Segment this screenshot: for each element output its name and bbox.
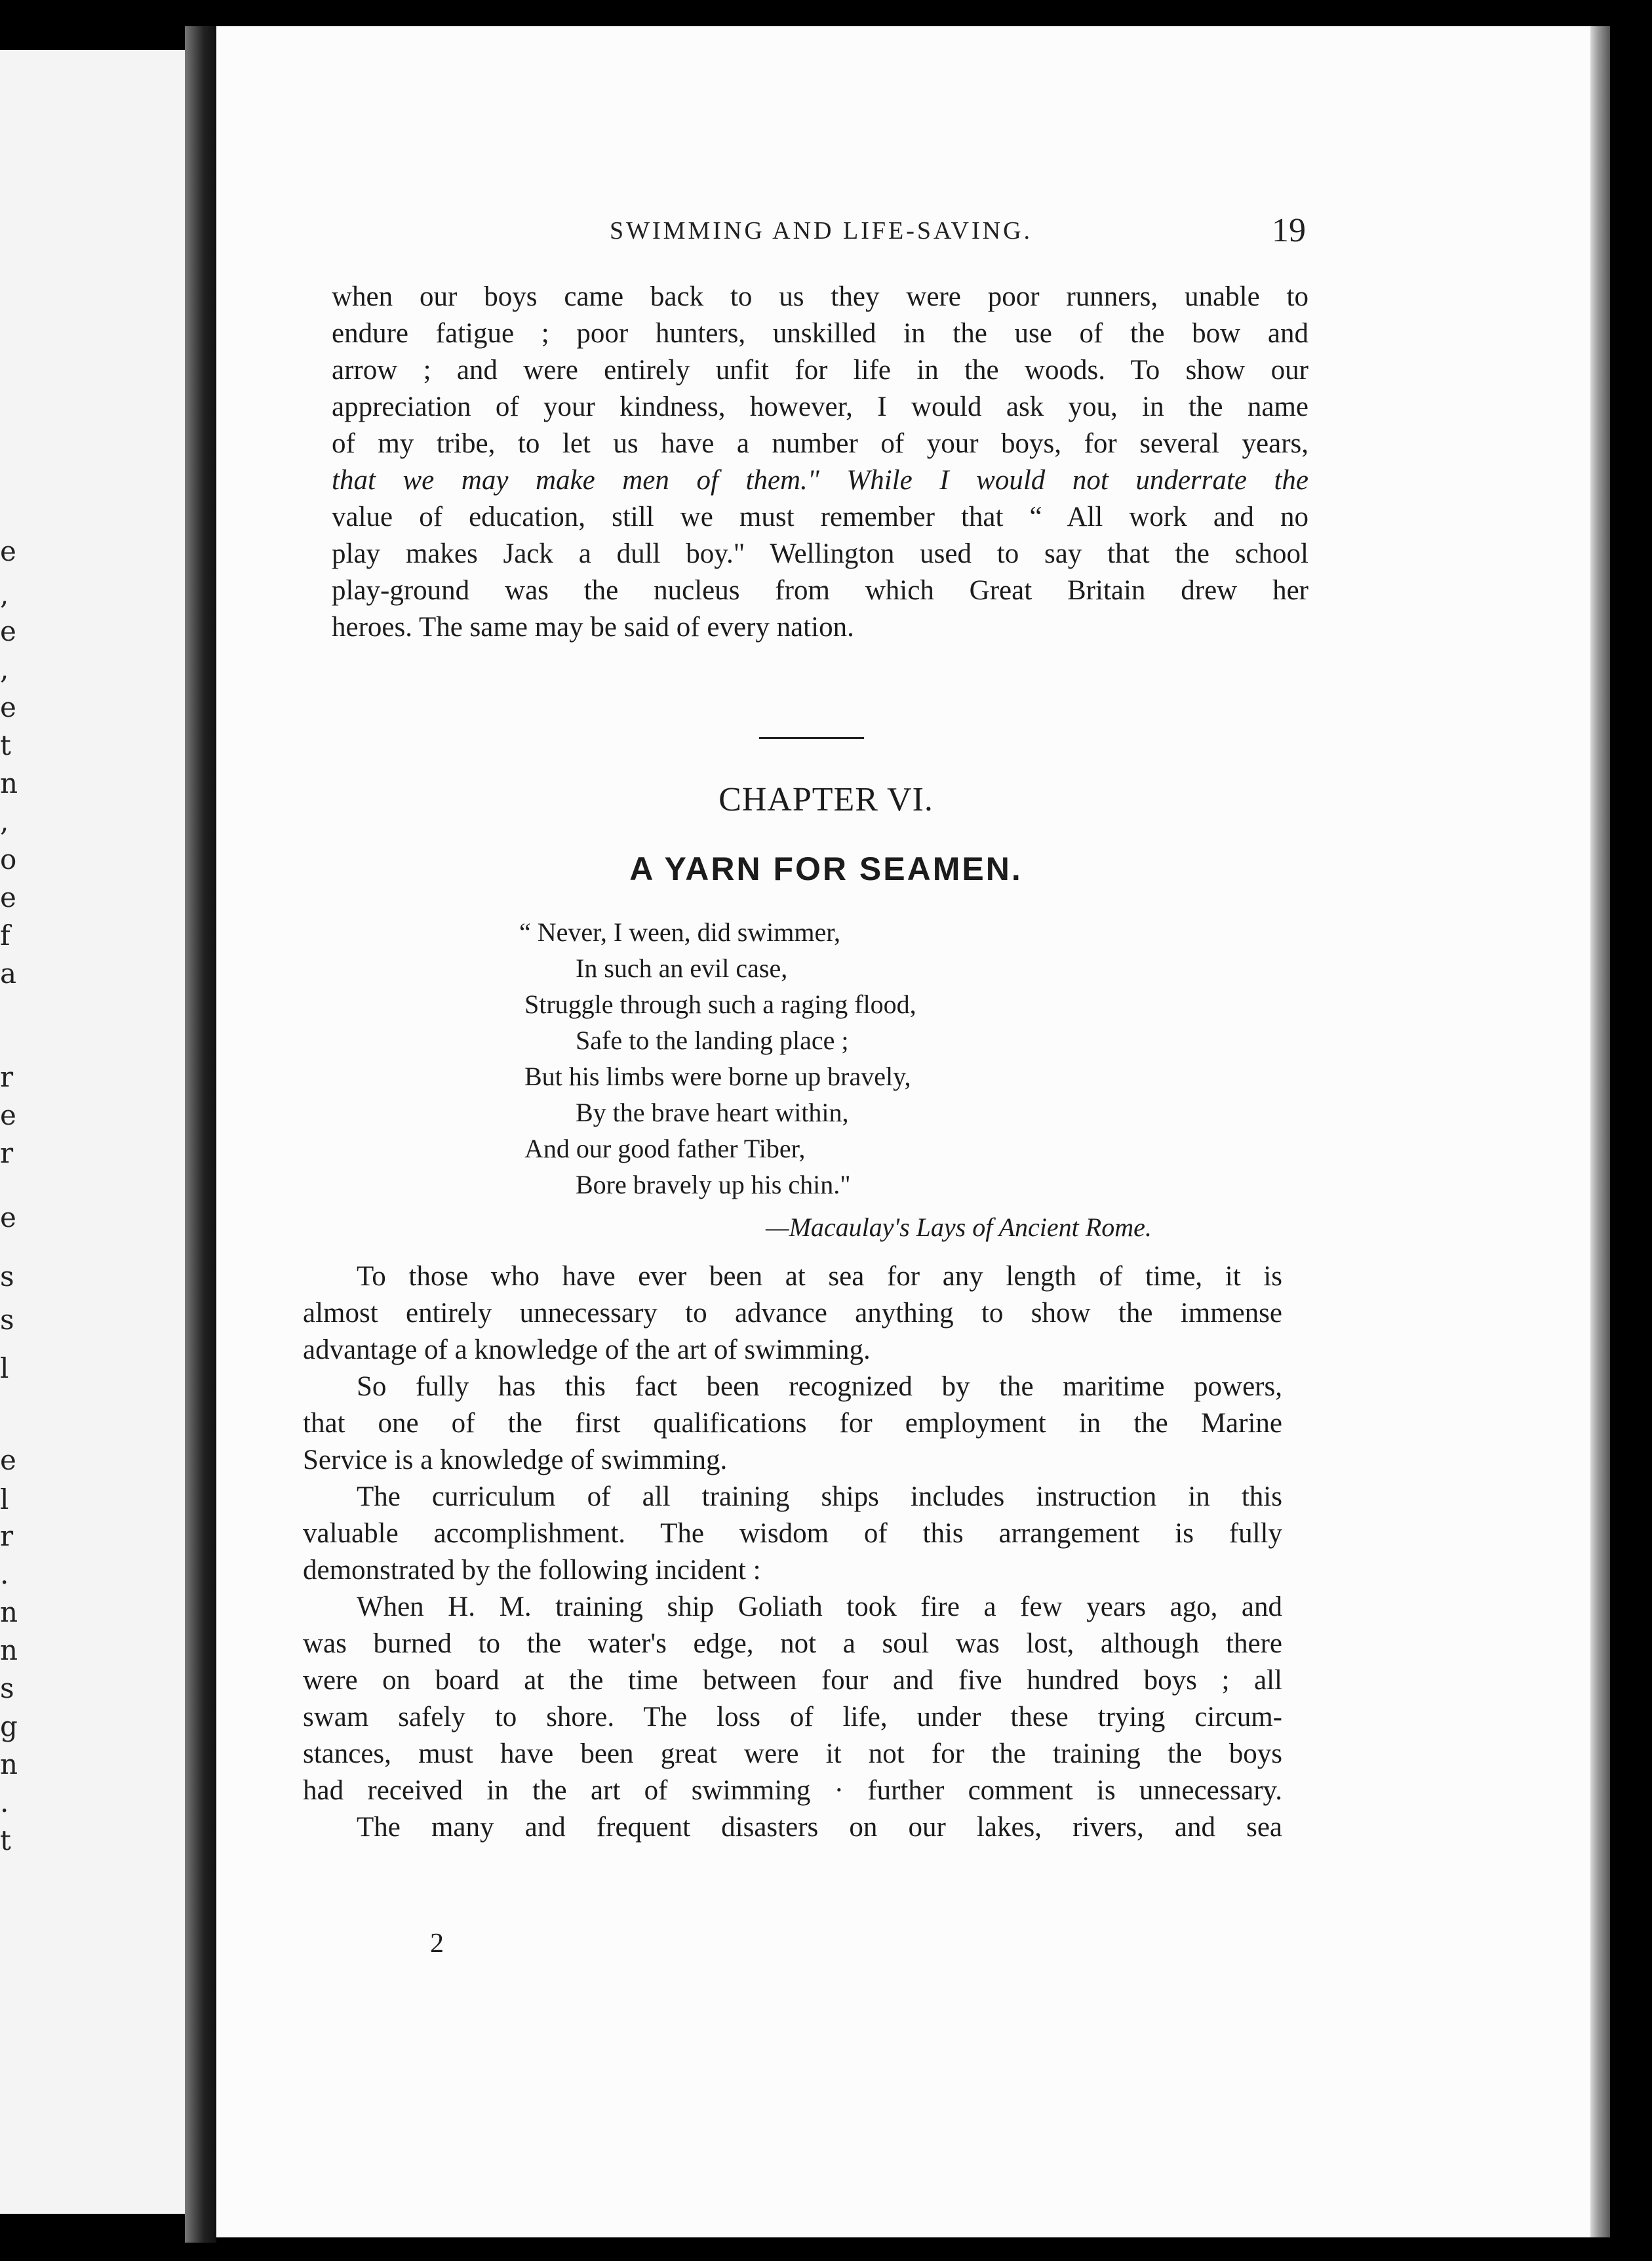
margin-letter: t [0, 729, 11, 761]
margin-letter: a [0, 957, 17, 990]
text-line: that we may make men of them." While I would not underrate the [332, 465, 1308, 496]
margin-letter: . [0, 1558, 9, 1590]
text-line: was burned to the water's edge, not a soul was lost, although there [303, 1628, 1282, 1659]
text-line: stances, must have been great were it not for the training the boys [303, 1738, 1282, 1769]
margin-letter: e [0, 1099, 16, 1131]
margin-letter: r [0, 1520, 14, 1552]
margin-letter: n [0, 767, 18, 799]
poem-line: In such an evil case, [576, 953, 788, 983]
text-line: play makes Jack a dull boy." Wellington used to say that the school [332, 538, 1308, 569]
epigraph-poem [519, 917, 916, 1205]
margin-letter: n [0, 1634, 18, 1666]
text-line: So fully has this fact been recognized by the maritime powers, [357, 1371, 1282, 1402]
chapter-number: CHAPTER VI. [718, 781, 934, 818]
running-header: SWIMMING AND LIFE-SAVING. [610, 217, 1033, 245]
margin-letter: n [0, 1748, 18, 1780]
margin-letter: . [0, 1786, 9, 1818]
text-line: of my tribe, to let us have a number of your boys, for several years, [332, 428, 1308, 459]
margin-letter: e [0, 881, 16, 913]
poem-line: Bore bravely up his chin." [576, 1170, 851, 1199]
text-line: appreciation of your kindness, however, I would ask you, in the name [332, 391, 1308, 422]
section-divider [759, 737, 864, 739]
text-line: almost entirely unnecessary to advance anything to show the immense [303, 1298, 1282, 1329]
text-line: had received in the art of swimming · further comment is unnecessary. [303, 1775, 1282, 1806]
poem-line: “ Never, I ween, did swimmer, [519, 917, 840, 947]
text-line: Service is a knowledge of swimming. [303, 1445, 728, 1475]
text-line: endure fatigue ; poor hunters, unskilled in the use of the bow and [332, 318, 1308, 349]
margin-letter: r [0, 1061, 14, 1093]
text-line: were on board at the time between four and five hundred boys ; all [303, 1665, 1282, 1696]
text-line: value of education, still we must remember that “ All work and no [332, 502, 1308, 532]
text-line: The curriculum of all training ships includes instruction in this [357, 1481, 1282, 1512]
previous-page-fragment [0, 50, 191, 2214]
margin-letter: o [0, 843, 17, 875]
margin-letter: , [0, 578, 9, 610]
margin-letter: s [0, 1260, 14, 1292]
poem-line: And our good father Tiber, [524, 1134, 806, 1163]
page-edge-shadow [1590, 26, 1610, 2237]
text-line: To those who have ever been at sea for any length of time, it is [357, 1261, 1282, 1292]
text-line: play-ground was the nucleus from which Great Britain drew her [332, 575, 1308, 606]
text-line: arrow ; and were entirely unfit for life in the woods. To show our [332, 355, 1308, 386]
margin-letter: l [0, 1352, 9, 1384]
margin-letter: f [0, 919, 10, 951]
margin-letter: , [0, 653, 9, 685]
text-line: demonstrated by the following incident : [303, 1555, 761, 1586]
margin-letter: , [0, 805, 9, 837]
text-line: heroes. The same may be said of every nation. [332, 612, 854, 643]
text-line: that one of the first qualifications for employment in the Marine [303, 1408, 1282, 1439]
margin-letter: e [0, 535, 16, 567]
book-gutter [185, 26, 216, 2243]
chapter-title: A YARN FOR SEAMEN. [629, 850, 1023, 887]
text-line: advantage of a knowledge of the art of swimming. [303, 1334, 871, 1365]
text-line: When H. M. training ship Goliath took fire a few years ago, and [357, 1591, 1282, 1622]
margin-letter: s [0, 1304, 14, 1336]
poem-line: Safe to the landing place ; [576, 1026, 849, 1055]
text-line: when our boys came back to us they were poor runners, unable to [332, 281, 1308, 312]
margin-letter: e [0, 1201, 16, 1233]
page-number: 19 [1272, 212, 1306, 249]
margin-letter: e [0, 615, 16, 647]
poem-line: By the brave heart within, [576, 1098, 849, 1127]
epigraph-attribution: —Macaulay's Lays of Ancient Rome. [766, 1212, 1152, 1242]
signature-mark: 2 [430, 1929, 444, 1959]
margin-letter: t [0, 1824, 11, 1856]
margin-letter: r [0, 1137, 14, 1169]
text-line: swam safely to shore. The loss of life, under these trying circum- [303, 1702, 1282, 1732]
opening-paragraph [332, 281, 1308, 648]
body-paragraph [303, 1260, 1282, 1848]
margin-letter: e [0, 1444, 16, 1476]
text-line: valuable accomplishment. The wisdom of this arrangement is fully [303, 1518, 1282, 1549]
margin-letter: s [0, 1672, 14, 1704]
margin-letter: n [0, 1596, 18, 1628]
margin-letter: g [0, 1710, 18, 1742]
poem-line: But his limbs were borne up bravely, [524, 1062, 911, 1091]
margin-letter: l [0, 1483, 9, 1515]
margin-letter: e [0, 691, 16, 723]
poem-line: Struggle through such a raging flood, [524, 990, 916, 1019]
text-line: The many and frequent disasters on our lakes, rivers, and sea [357, 1812, 1282, 1843]
